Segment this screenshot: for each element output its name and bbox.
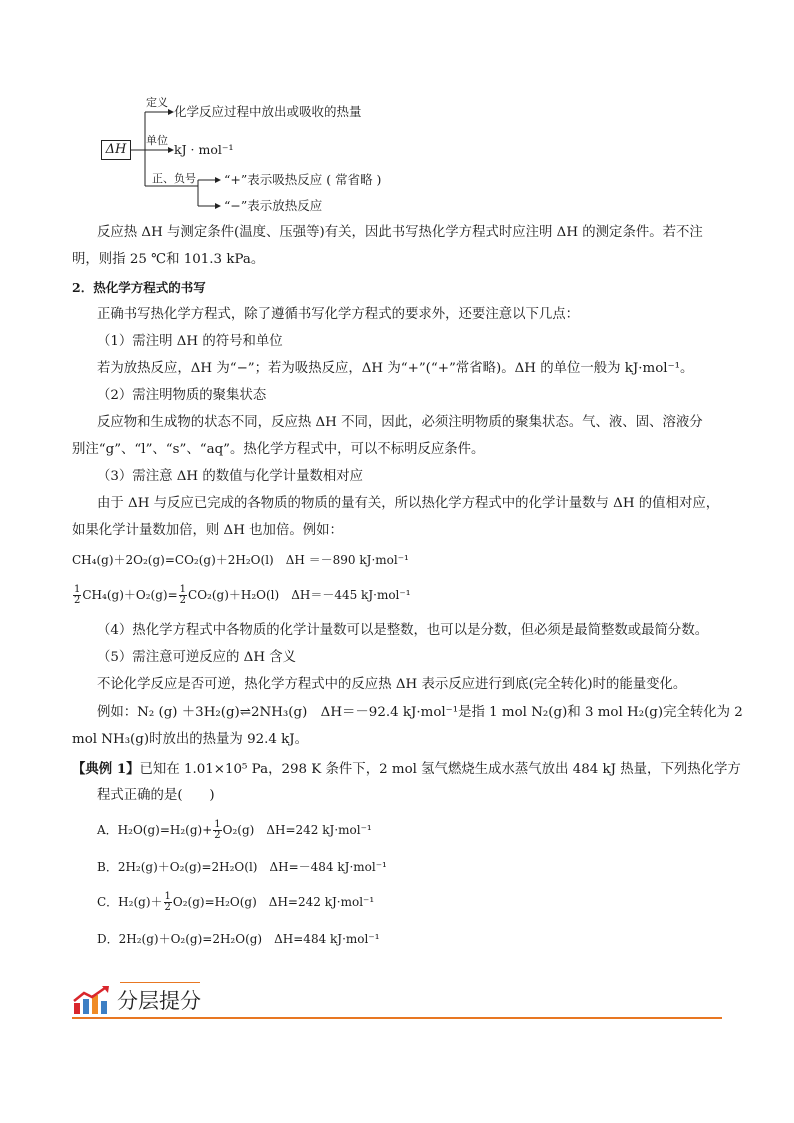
option-c: C．H₂(g)＋ $\frac{1}{2}$ O₂(g)=H₂O(g) ΔH=242 kJ·mol⁻¹ (97, 891, 375, 913)
subsection-title: （5）需注意可逆反应的 ΔH 含义 (97, 650, 297, 665)
option-d: D．2H₂(g)＋O₂(g)=2H₂O(g) ΔH=484 kJ·mol⁻¹ (97, 932, 380, 946)
paragraph-line: （4）热化学方程式中各物质的化学计量数可以是整数，也可以是分数，但必须是最简整数或最简分数。 (97, 623, 709, 638)
section-top-rule (120, 982, 200, 983)
delta-h-concept-diagram (0, 0, 794, 230)
unit-label: 单位 (146, 134, 168, 147)
paragraph-line: 正确书写热化学方程式，除了遵循书写化学方程式的要求外，还要注意以下几点： (97, 307, 580, 322)
equation-1: CH₄(g)＋2O₂(g)=CO₂(g)＋2H₂O(l) ΔH ＝－890 kJ·mol⁻¹ (72, 553, 409, 567)
equation-2: $\frac{1}{2}$ CH₄(g)＋O₂(g)= $\frac{1}{2}$ CO₂(g)＋H₂O(l) ΔH＝－445 kJ·mol⁻¹ (74, 584, 411, 606)
fraction: $\frac{1}{2}$ (74, 584, 81, 606)
plus-sign-text: “+”表示吸热反应 ( 常省略 ) (224, 172, 382, 187)
bar-chart-trend-icon (72, 985, 110, 1015)
fraction: $\frac{1}{2}$ (214, 819, 221, 841)
example-tag: 【典例 1】 (72, 761, 140, 777)
example-stem-line: 程式正确的是( ) (97, 788, 215, 803)
section-heading: 2．热化学方程式的书写 (72, 280, 206, 295)
subsection-title: （3）需注意 ΔH 的数值与化学计量数相对应 (97, 469, 364, 484)
paragraph-line: 如果化学计量数加倍，则 ΔH 也加倍。例如： (72, 523, 343, 538)
fraction: $\frac{1}{2}$ (164, 891, 171, 913)
paragraph-line: 反应热 ΔH 与测定条件(温度、压强等)有关，因此书写热化学方程式时应注明 ΔH 的测定条件。若不注 (97, 225, 703, 240)
subsection-title: （2）需注明物质的聚集状态 (97, 388, 267, 403)
definition-text: 化学反应过程中放出或吸收的热量 (174, 104, 362, 119)
section-title: 分层提分 (117, 989, 201, 1013)
unit-text: kJ · mol⁻¹ (174, 142, 234, 157)
subsection-title: （1）需注明 ΔH 的符号和单位 (97, 334, 283, 349)
paragraph-line: 若为放热反应，ΔH 为“−”；若为吸热反应，ΔH 为“+”(“+”常省略)。ΔH 的单位一般为 kJ·mol⁻¹。 (97, 361, 694, 376)
paragraph-line: 反应物和生成物的状态不同，反应热 ΔH 不同，因此，必须注明物质的聚集状态。气、液、固、溶液分 (97, 415, 703, 430)
paragraph-line: 由于 ΔH 与反应已完成的各物质的物质的量有关，所以热化学方程式中的化学计量数与 ΔH 的值相对应， (97, 496, 720, 511)
definition-label: 定义 (146, 96, 168, 109)
paragraph-line: 例如：N₂ (g) ＋3H₂(g)⇌2NH₃(g) ΔH＝－92.4 kJ·mol⁻¹是指 1 mol N₂(g)和 3 mol H₂(g)完全转化为 2 (97, 705, 743, 720)
option-a: A．H₂O(g)=H₂(g)+ $\frac{1}{2}$ O₂(g) ΔH=242 kJ·mol⁻¹ (97, 819, 372, 841)
paragraph-line: mol NH₃(g)时放出的热量为 92.4 kJ。 (72, 732, 309, 747)
section-underline (72, 1017, 722, 1019)
option-b: B．2H₂(g)＋O₂(g)=2H₂O(l) ΔH=－484 kJ·mol⁻¹ (97, 860, 387, 874)
diagram-connector-lines (0, 0, 794, 230)
minus-sign-text: “−”表示放热反应 (224, 198, 323, 213)
sign-label: 正、负号 (152, 172, 196, 185)
paragraph-line: 别注“g”、“l”、“s”、“aq”。热化学方程式中，可以不标明反应条件。 (72, 442, 485, 457)
paragraph-line: 不论化学反应是否可逆，热化学方程式中的反应热 ΔH 表示反应进行到底(完全转化)时的能量变化。 (97, 677, 687, 692)
example-stem-line: 【典例 1】已知在 1.01×10⁵ Pa，298 K 条件下，2 mol 氢气燃烧生成水蒸气放出 484 kJ 热量，下列热化学方 (72, 761, 741, 777)
fraction: $\frac{1}{2}$ (179, 584, 187, 606)
delta-h-box: ΔH (101, 140, 131, 160)
paragraph-line: 明，则指 25 ℃和 101.3 kPa。 (72, 252, 265, 267)
